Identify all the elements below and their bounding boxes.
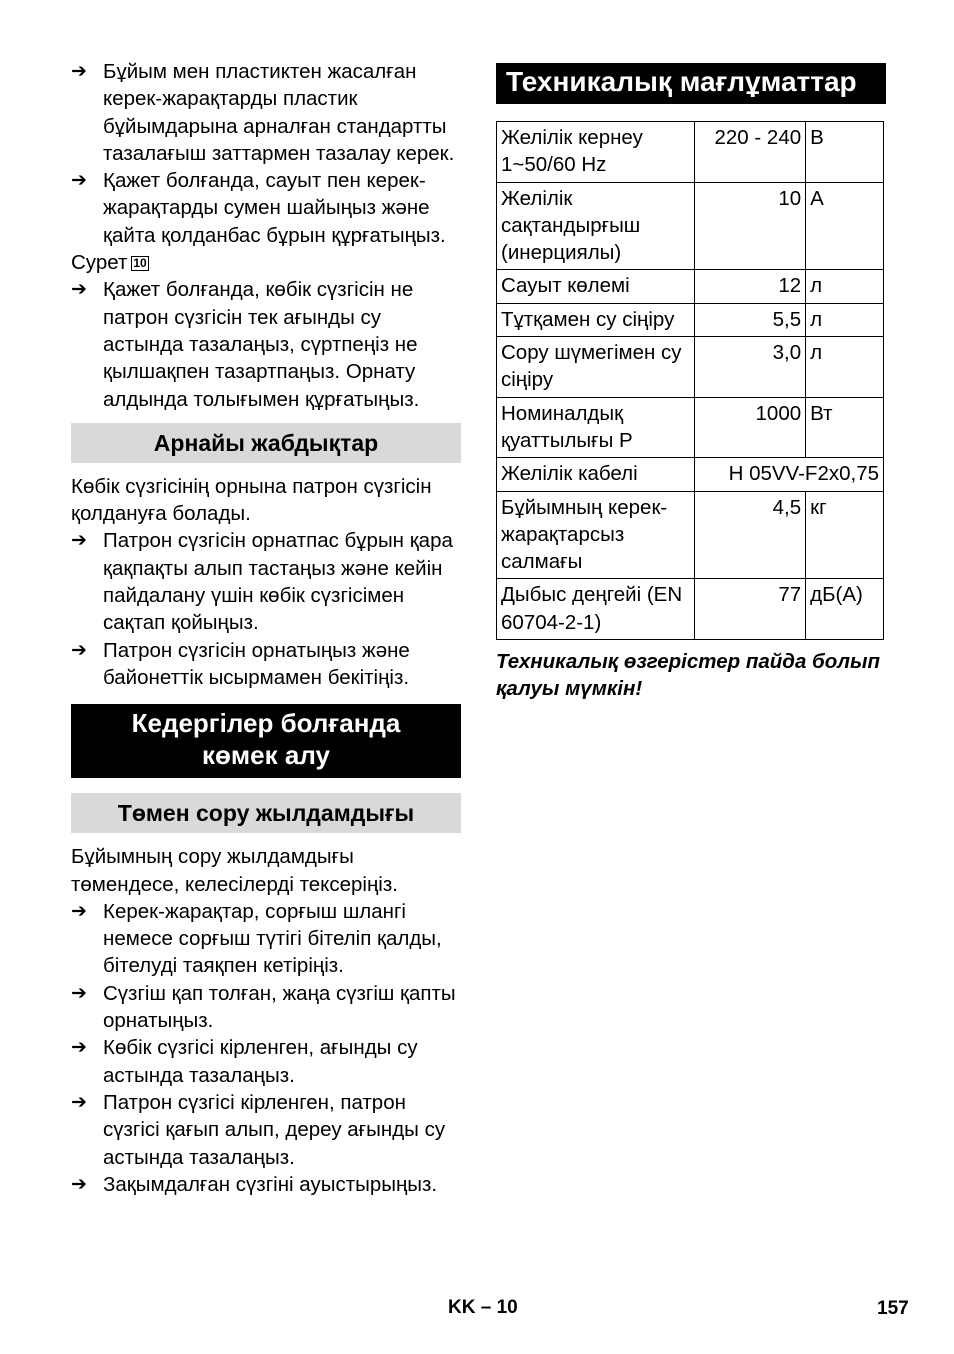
spec-value: 4,5	[694, 491, 806, 579]
figure-number-badge: 10	[133, 256, 147, 271]
spec-unit: л	[806, 270, 884, 303]
list-item	[71, 1034, 461, 1089]
arrow-icon: ➔	[71, 639, 87, 661]
spec-label: Сауыт көлемі	[497, 270, 695, 303]
spec-value: 5,5	[694, 303, 806, 336]
spec-label: Номиналдық қуаттылығы Р	[497, 397, 695, 458]
list-item-text: Зақымдалған сүзгіні ауыстырыңыз.	[103, 1172, 438, 1196]
spec-label: Сору шүмегімен су сіңіру	[497, 337, 695, 398]
spec-label: Желілік кабелі	[497, 458, 695, 491]
list-item	[71, 1089, 461, 1171]
list-item-text: Патрон сүзгісі кірленген, патрон сүзгісі қағып алып, дереу ағынды су астында тазалаңыз.	[103, 1090, 446, 1169]
footer-section-label: KK – 10	[448, 1297, 518, 1318]
list-item-text: Сүзгіш қап толған, жаңа сүзгіш қапты орнатыңыз.	[103, 981, 456, 1033]
table-row	[497, 491, 884, 579]
spec-value: 10	[694, 182, 806, 270]
figure-reference	[71, 249, 461, 276]
list-item-text: Көбік сүзгісі кірленген, ағынды су астында тазалаңыз.	[103, 1036, 418, 1087]
spec-value: H 05VV-F2x0,75	[694, 458, 883, 491]
spec-value: 77	[694, 579, 806, 640]
accessories-heading: Арнайы жабдықтар	[71, 423, 461, 463]
arrow-icon: ➔	[71, 982, 87, 1004]
spec-label: Бұйымның керек-жарақтарсыз салмағы	[497, 491, 695, 579]
list-item	[71, 637, 461, 692]
spec-unit: Вт	[806, 397, 884, 458]
page-number: 157	[877, 1298, 909, 1319]
spec-unit: кг	[806, 491, 884, 579]
arrow-icon: ➔	[71, 900, 87, 922]
list-item-text: Патрон сүзгісін орнатыңыз және байонеттік ысырмамен бекітіңіз.	[103, 638, 410, 689]
list-item-text: Керек-жарақтар, сорғыш шлангі немесе сорғыш түтігі бітеліп қалды, бітелуді таяқпен кетіріңіз.	[103, 899, 442, 978]
list-item-text: Патрон сүзгісін орнатпас бұрын қара қақпақты алып тастаңыз және кейін пайдалану үшін көбік сүзгісімен сақтап қойыңыз.	[103, 529, 453, 635]
spec-value: 1000	[694, 397, 806, 458]
list-item-text: Қажет болғанда, сауыт пен керек-жарақтарды сумен шайыңыз және қайта қолданбас бұрын құрғатыңыз.	[103, 169, 446, 247]
technical-changes-note: Техникалық өзгерістер пайда болып қалуы мүмкін!	[496, 650, 881, 701]
arrow-icon: ➔	[71, 530, 87, 552]
spec-unit: дБ(А)	[806, 579, 884, 640]
list-item-text: Бұйым мен пластиктен жасалған керек-жарақтарды пластик бұйымдарына арналған стандартты тазалағыш заттармен тазалау керек.	[103, 60, 455, 165]
arrow-icon: ➔	[71, 170, 87, 192]
table-row	[497, 397, 884, 458]
troubleshooting-heading	[71, 704, 461, 778]
spec-unit: л	[806, 337, 884, 398]
accessories-intro: Көбік сүзгісінің орнына патрон сүзгісін қолдануға болады.	[71, 474, 432, 526]
arrow-icon: ➔	[71, 279, 87, 301]
list-item	[71, 58, 461, 167]
spec-table	[496, 121, 884, 640]
table-row	[497, 182, 884, 270]
list-item-text: Қажет болғанда, көбік сүзгісін не патрон сүзгісін тек ағынды су астында тазалаңыз, сүртпеңіз не қылшақпен тазартпаңыз. Орнату алдында толығымен құрғатыңыз.	[103, 278, 420, 411]
arrow-icon: ➔	[71, 1037, 87, 1059]
arrow-icon: ➔	[71, 1173, 87, 1195]
list-item	[71, 276, 461, 412]
spec-unit: л	[806, 303, 884, 336]
low-suction-heading: Төмен сору жылдамдығы	[71, 793, 461, 833]
arrow-icon: ➔	[71, 1091, 87, 1113]
spec-value: 12	[694, 270, 806, 303]
right-column	[496, 63, 886, 703]
spec-label: Тұтқамен су сіңіру	[497, 303, 695, 336]
troubleshooting-heading-line2: көмек алу	[202, 740, 330, 771]
spec-unit: В	[806, 122, 884, 183]
list-item	[71, 167, 461, 249]
table-row	[497, 270, 884, 303]
troubleshooting-heading-line1: Кедергілер болғанда	[131, 708, 401, 739]
spec-label: Дыбыс деңгейі (EN 60704-2-1)	[497, 579, 695, 640]
table-row	[497, 337, 884, 398]
spec-value: 220 - 240	[694, 122, 806, 183]
spec-label: Желілік кернеу 1~50/60 Hz	[497, 122, 695, 183]
list-item	[71, 527, 461, 636]
spec-value: 3,0	[694, 337, 806, 398]
list-item	[71, 898, 461, 980]
table-row	[497, 303, 884, 336]
list-item	[71, 980, 461, 1035]
spec-unit: A	[806, 182, 884, 270]
figure-label: Сурет	[71, 251, 128, 275]
left-column	[71, 58, 461, 1198]
table-row	[497, 458, 884, 491]
technical-data-heading: Техникалық мағлұматтар	[496, 63, 886, 104]
spec-label: Желілік сақтандырғыш (инерциялы)	[497, 182, 695, 270]
low-suction-intro: Бұйымның сору жылдамдығы төмендесе, келесілерді тексеріңіз.	[71, 845, 398, 896]
table-row	[497, 122, 884, 183]
arrow-icon: ➔	[71, 61, 87, 82]
list-item	[71, 1171, 461, 1198]
table-row	[497, 579, 884, 640]
